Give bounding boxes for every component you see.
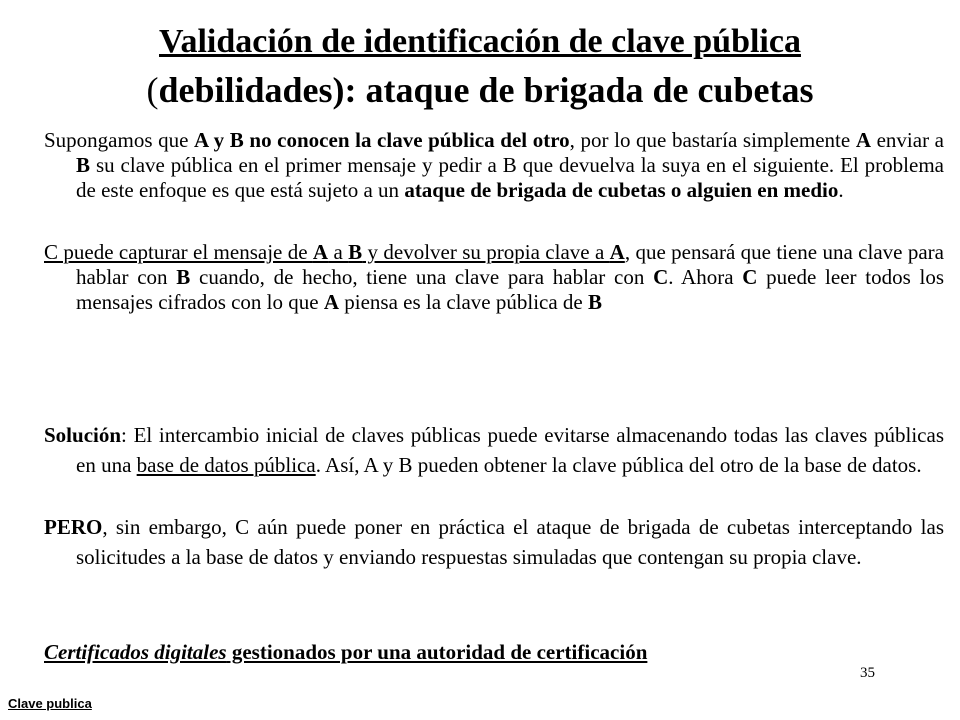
p2-underline-3: y devolver su propia clave a <box>362 240 610 264</box>
p3-bold-1: Solución <box>44 423 122 447</box>
paragraph-attack-description <box>44 240 944 315</box>
p2-bold-1: B <box>176 265 191 289</box>
p2-bold-5: B <box>588 290 603 314</box>
p1-text-5: . <box>838 178 844 202</box>
title-line-1: Validación de identificación de clave pública <box>159 23 801 60</box>
certificates-italic: Certificados digitales <box>44 640 227 664</box>
paragraph-weakness-intro <box>44 128 944 203</box>
p1-text-1: Supongamos que <box>44 128 195 152</box>
p3-text-2: . Así, A y B pueden obtener la clave pública del otro de la base de datos. <box>315 453 922 477</box>
p1-text-2: , por lo que bastaría simplemente <box>569 128 856 152</box>
slide-title <box>40 18 920 114</box>
p1-text-3: enviar a <box>870 128 944 152</box>
p2-text-3: . Ahora <box>668 265 743 289</box>
certificates-line <box>44 638 924 666</box>
certificates-rest: gestionados por una autoridad de certificación <box>226 640 648 664</box>
footer-link[interactable]: Clave publica <box>8 696 92 711</box>
p2-bold-2: C <box>653 265 669 289</box>
p1-text-4: su clave pública en el primer mensaje y pedir a B que devuelva la suya en el siguiente. El problema de este enfoque es que está sujeto a un <box>76 153 944 202</box>
p2-text-1: , que pensará que tiene una clave para hablar con <box>76 240 944 289</box>
p1-bold-3: B <box>76 153 91 177</box>
paragraph-but <box>44 512 944 572</box>
p2-underline-2: a <box>328 240 349 264</box>
p1-bold-1: A y B no conocen la clave pública del otro <box>194 128 570 152</box>
p2-underline-bold-2: B <box>348 240 363 264</box>
p4-text-1: , sin embargo, C aún puede poner en práctica el ataque de brigada de cubetas interceptando las solicitudes a la base de datos y enviando respuestas simuladas que contengan su propia clave. <box>76 515 944 569</box>
title-paren: ( <box>146 70 159 110</box>
p3-text-1: : El intercambio inicial de claves públicas puede evitarse almacenando todas las claves públicas en una <box>76 423 944 477</box>
p2-underline-bold-1: A <box>312 240 329 264</box>
p3-underline-1: base de datos pública <box>136 453 316 477</box>
p2-bold-3: C <box>742 265 758 289</box>
p2-text-2: cuando, de hecho, tiene una clave para hablar con <box>190 265 654 289</box>
p2-text-4: puede leer todos los mensajes cifrados con lo que <box>76 265 945 314</box>
p1-bold-4: ataque de brigada de cubetas o alguien en medio <box>404 178 839 202</box>
title-line-2-text: debilidades): ataque de brigada de cubetas <box>158 70 814 110</box>
paragraph-solution <box>44 420 944 480</box>
p2-text-5: piensa es la clave pública de <box>339 290 588 314</box>
p2-bold-4: A <box>323 290 340 314</box>
p2-underline-1: C puede capturar el mensaje de <box>44 240 313 264</box>
p4-bold-1: PERO <box>44 515 103 539</box>
title-line-2 <box>40 66 920 114</box>
p1-bold-2: A <box>855 128 871 152</box>
page-number: 35 <box>860 665 875 681</box>
p2-underline-bold-3: A <box>609 240 625 264</box>
